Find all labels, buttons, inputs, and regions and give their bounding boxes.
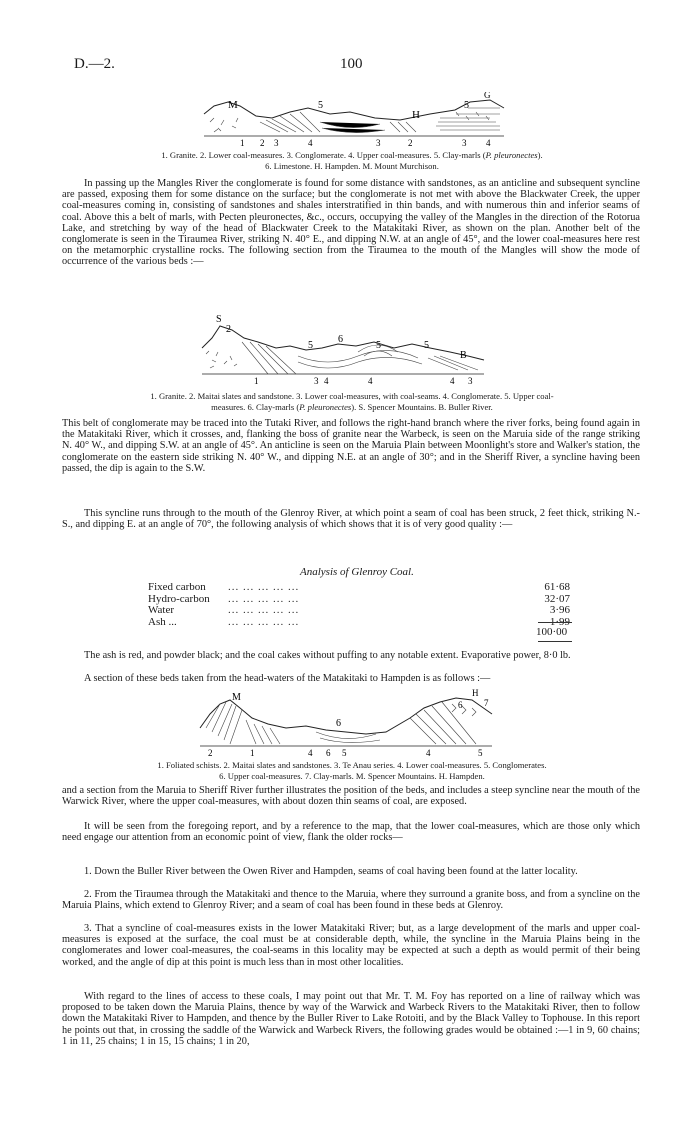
fig3-label-7: 7	[484, 698, 489, 708]
fig1-bottom-1: 1	[240, 138, 245, 148]
analysis-value: 1·99	[549, 615, 570, 628]
fig2-label-b: B	[460, 350, 467, 361]
analysis-row	[148, 617, 570, 629]
analysis-dots: ... ... ... ... ...	[228, 581, 300, 593]
paragraph-access-railway: With regard to the lines of access to these coals, I may point out that Mr. T. M. Foy has reported on a line of railway which was proposed to be taken down the Maruia Plains, thence by way of the Warwick and Warbeck Rivers to the Matakitaki River, then to follow down the Matakitaki River to Hampden, and thence by the Buller River to Lake Rotoiti, and by the Black Valley to Tophouse. In this report he points out that, in crossing the saddle of the Warwick and Warbeck Rivers, the following grades would be obtained :—1 in 9, 60 chains; 1 in 11, 25 chains; 1 in 15, 15 chains; 1 in 20,	[62, 991, 640, 1047]
analysis-label: Ash ...	[148, 615, 177, 628]
figure-3-caption: 1. Foliated schists. 2. Maitai slates and sandstones. 3. Te Anau series. 4. Lower coal-measures. 5. Conglomerates. 6. Upper coal-measures. 7. Clay-marls. M. Spencer Mountains. H. Hampden.	[157, 760, 547, 781]
fig1-bottom-2b: 2	[408, 138, 413, 148]
analysis-row	[148, 582, 570, 594]
figure-2-geological-section	[198, 308, 488, 388]
analysis-value: 3·96	[549, 604, 570, 616]
figure-3-geological-section	[196, 688, 496, 760]
analysis-value: 61·68	[544, 581, 570, 593]
fig2-bottom-4c: 4	[450, 376, 455, 386]
fig3-bottom-4b: 4	[426, 748, 431, 758]
fig2-bottom-4b: 4	[368, 376, 373, 386]
analysis-table	[148, 582, 570, 628]
analysis-title: Analysis of Glenroy Coal.	[300, 566, 414, 578]
analysis-dots: ... ... ... ... ...	[228, 604, 300, 616]
fig2-bottom-3b: 3	[468, 376, 473, 386]
fig1-bottom-3b: 3	[376, 138, 381, 148]
paragraph-conglomerate-belt: This belt of conglomerate may be traced into the Tutaki River, and follows the right-hand branch where the river forks, being found again in the Matakitaki River, which it crosses, and, flanking the boss of granite near the Warbeck, is seen on the Maruia side of the range striking N. 40° W., and dipping S.W. at an angle of 45°. An anticline is seen on the Maruia Plain between Moonlight's store and Walker's station, the conglomerate on the eastern side striking N. 40° W., and dipping N.E. at an angle of 30°; and in the Sheriff River, a syncline having been passed, the dip is again to the S.W.	[62, 418, 640, 474]
fig3-label-h: H	[472, 688, 479, 698]
paragraph-glenroy-syncline: This syncline runs through to the mouth of the Glenroy River, at which point a seam of coal has been struck, 2 feet thick, striking N.-S., and dipping E. at an angle of 70°, the following analysis of which shows that it is of very good quality :—	[62, 508, 640, 531]
paragraph-mangles-river: In passing up the Mangles River the conglomerate is found for some distance with sandstones, as an anticline and subsequent syncline are passed, exposing them for some distance on the surface; but the conglomerate is not met with above the Blackwater Creek, the upper coal-measures coming in, consisting of sandstones and shales interstratified in thin bands, and with numerous thin and inferior seams of coal. Above this a belt of marls, with Pecten pleuronectes, &c., occurs, occupying the valley of the Mangles in the direction of the Rotorua Lake, and stretching by way of the head of Blackwater Creek to the Matakitaki River, as shown on the plan. Another belt of the conglomerate is seen in the Tiraumea River, striking N. 40° E., and dipping N.W. at an angle of 45°, and the lower coal-measures here rest on the metamorphic crystalline rocks. The following section from the Tiraumea to the mouth of the Mangles will show the mode of occurrence of the various beds :—	[62, 178, 640, 268]
analysis-total: 100·00	[536, 626, 568, 638]
fig1-bottom-4b: 4	[486, 138, 491, 148]
paragraph-maruia-section: and a section from the Maruia to Sheriff River further illustrates the position of the beds, and includes a steep syncline near the mouth of the Warwick River, where the upper coal-measures, with about dozen thin seams of coal, are exposed.	[62, 785, 640, 808]
figure-2-caption: 1. Granite. 2. Maitai slates and sandstone. 3. Lower coal-measures, with coal-seams. 4. Conglomerate. 5. Upper coal- measures. 6. Clay-marls (P. pleuronectes). S. Spencer Mountains. B. Buller River.	[150, 391, 554, 412]
analysis-label: Hydro-carbon	[148, 592, 210, 605]
fig1-bottom-4: 4	[308, 138, 313, 148]
paragraph-ash: The ash is red, and powder black; and the coal cakes without puffing to any notable extent. Evaporative power, 8·0 lb.	[84, 650, 571, 661]
fig3-label-6b: 6	[336, 718, 341, 729]
fig3-bottom-2: 2	[208, 748, 213, 758]
list-item-matakitaki: 3. That a syncline of coal-measures exists in the lower Matakitaki River; but, as a large development of the marls and upper coal-measures is exposed at the surface, the coal must be at considerable depth, while, the syncline in the Maruia Plains being in the conglomerates and lower coal-measures, the coal-seams in this locality may be expected at such a depth as would permit of their being worked, and the angle of dip at this point is much less than in most other localities.	[62, 923, 640, 968]
fig1-label-5a: 5	[318, 100, 323, 111]
fig3-bottom-5b: 5	[478, 748, 483, 758]
list-item-tiraumea: 2. From the Tiraumea through the Matakitaki and thence to the Maruia, where they surround a granite boss, and from a syncline on the Maruia Plains, which extend to Glenroy River; and a seam of coal has been found in these beds at Glenroy.	[62, 889, 640, 912]
analysis-dots: ... ... ... ... ...	[228, 615, 300, 628]
fig1-bottom-3: 3	[274, 138, 279, 148]
fig3-label-m: M	[232, 692, 241, 703]
fig1-label-g: G	[484, 92, 491, 100]
analysis-label: Water	[148, 604, 174, 616]
analysis-label: Fixed carbon	[148, 581, 206, 593]
analysis-value: 32·07	[544, 592, 570, 605]
document-reference: D.—2.	[74, 56, 115, 72]
figure-1-caption: 1. Granite. 2. Lower coal-measures. 3. Conglomerate. 4. Upper coal-measures. 5. Clay-marls (P. pleuronectes). 6. Limestone. H. Hampden. M. Mount Murchison.	[161, 150, 543, 171]
analysis-dots: ... ... ... ... ...	[228, 592, 300, 605]
fig3-bottom-4: 4	[308, 748, 313, 758]
paragraph-section-intro: A section of these beds taken from the head-waters of the Matakitaki to Hampden is as follows :—	[84, 673, 491, 684]
fig2-label-2: 2	[226, 324, 231, 335]
fig2-label-6: 6	[338, 334, 343, 345]
page-number: 100	[340, 56, 363, 72]
fig1-bottom-2: 2	[260, 138, 265, 148]
fig2-label-5b: 5	[376, 340, 381, 351]
fig1-bottom-3c: 3	[462, 138, 467, 148]
fig2-label-5c: 5	[424, 340, 429, 351]
list-item-buller: 1. Down the Buller River between the Owen River and Hampden, seams of coal having been found at the latter locality.	[84, 866, 578, 877]
fig3-bottom-5: 5	[342, 748, 347, 758]
fig1-label-h: H	[412, 109, 420, 121]
analysis-row	[148, 594, 570, 606]
figure-1-geological-section	[200, 92, 510, 148]
fig2-bottom-4: 4	[324, 376, 329, 386]
fig2-bottom-3: 3	[314, 376, 319, 386]
analysis-row	[148, 605, 570, 617]
paragraph-foregoing-report: It will be seen from the foregoing report, and by a reference to the map, that the lower coal-measures, which are those only which need engage our attention from an economic point of view, flank the older rocks—	[62, 821, 640, 844]
total-rule-bottom	[538, 641, 572, 642]
total-rule-top	[538, 622, 572, 623]
fig1-label-m: M	[228, 99, 238, 111]
fig2-bottom-1: 1	[254, 376, 259, 386]
fig2-label-5a: 5	[308, 340, 313, 351]
fig2-label-s: S	[216, 314, 222, 325]
fig3-label-6a: 6	[458, 700, 463, 710]
fig3-bottom-1: 1	[250, 748, 255, 758]
fig3-bottom-6: 6	[326, 748, 331, 758]
fig1-label-5b: 5	[464, 100, 469, 111]
